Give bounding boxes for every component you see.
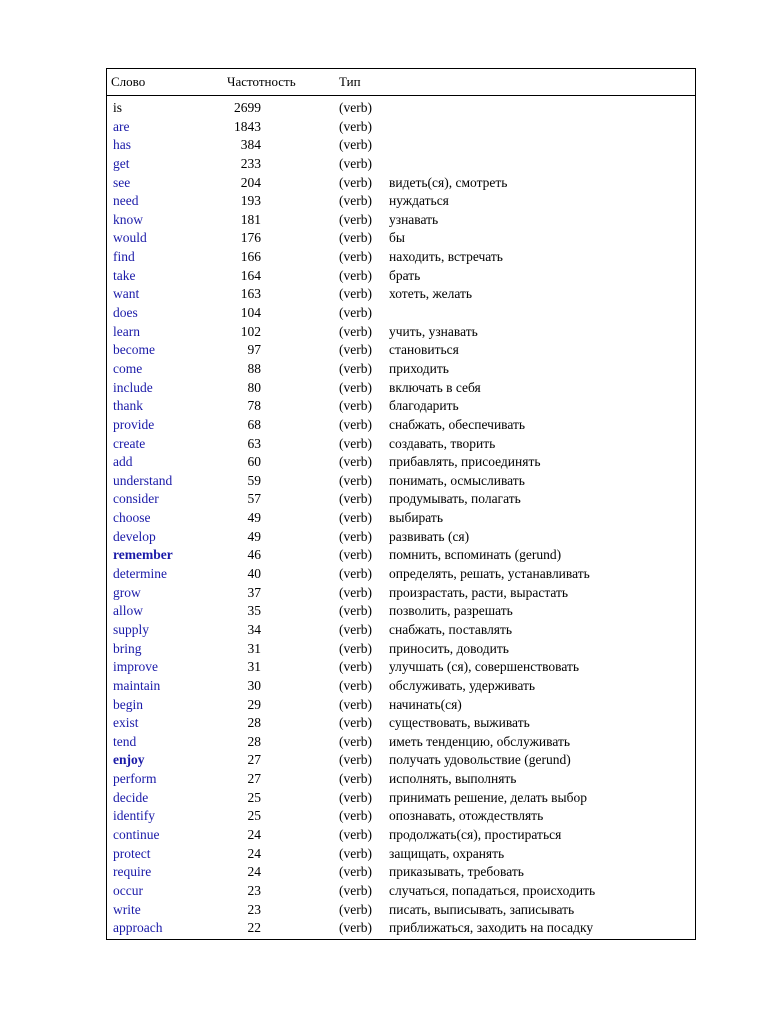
type-cell: (verb) xyxy=(339,211,372,227)
type-cell: (verb) xyxy=(339,398,372,414)
frequency-cell: 34 xyxy=(247,621,261,637)
frequency-cell: 164 xyxy=(240,267,261,283)
frequency-cell: 25 xyxy=(247,789,261,805)
type-cell: (verb) xyxy=(339,249,372,265)
table-row xyxy=(107,528,695,547)
type-cell: (verb) xyxy=(339,584,372,600)
table-row xyxy=(107,285,695,304)
word-cell: get xyxy=(113,155,130,171)
frequency-cell: 40 xyxy=(247,566,261,582)
type-cell: (verb) xyxy=(339,659,372,675)
word-cell: occur xyxy=(113,882,143,898)
table-row xyxy=(107,845,695,864)
word-cell: learn xyxy=(113,323,140,339)
word-cell: remember xyxy=(113,547,173,563)
word-cell: does xyxy=(113,305,138,321)
translation-cell: находить, встречать xyxy=(389,249,503,265)
table-row xyxy=(107,174,695,193)
word-cell: include xyxy=(113,379,153,395)
type-cell: (verb) xyxy=(339,267,372,283)
table-row xyxy=(107,882,695,901)
word-cell: provide xyxy=(113,416,155,432)
translation-cell: продумывать, полагать xyxy=(389,491,521,507)
frequency-cell: 166 xyxy=(240,249,261,265)
frequency-cell: 35 xyxy=(247,603,261,619)
table-row xyxy=(107,696,695,715)
translation-cell: брать xyxy=(389,267,421,283)
frequency-cell: 88 xyxy=(247,360,261,376)
table-row xyxy=(107,118,695,137)
type-cell: (verb) xyxy=(339,491,372,507)
word-cell: maintain xyxy=(113,677,161,693)
table-row xyxy=(107,826,695,845)
word-cell: allow xyxy=(113,603,143,619)
table-row xyxy=(107,341,695,360)
type-cell: (verb) xyxy=(339,920,372,936)
word-cell: require xyxy=(113,864,152,880)
type-cell: (verb) xyxy=(339,472,372,488)
word-cell: see xyxy=(113,174,131,190)
frequency-cell: 29 xyxy=(247,696,261,712)
table-row xyxy=(107,267,695,286)
table-row xyxy=(107,677,695,696)
frequency-cell: 31 xyxy=(247,659,261,675)
type-cell: (verb) xyxy=(339,193,372,209)
table-row xyxy=(107,397,695,416)
table-row xyxy=(107,863,695,882)
frequency-cell: 384 xyxy=(240,137,261,153)
translation-cell: существовать, выживать xyxy=(389,715,530,731)
translation-cell: выбирать xyxy=(389,510,443,526)
type-cell: (verb) xyxy=(339,752,372,768)
type-cell: (verb) xyxy=(339,360,372,376)
type-cell: (verb) xyxy=(339,808,372,824)
translation-cell: иметь тенденцию, обслуживать xyxy=(389,733,571,749)
frequency-cell: 233 xyxy=(240,155,261,171)
frequency-cell: 46 xyxy=(247,547,261,563)
frequency-cell: 60 xyxy=(247,454,261,470)
type-cell: (verb) xyxy=(339,323,372,339)
translation-cell: благодарить xyxy=(389,398,459,414)
translation-cell: становиться xyxy=(389,342,459,358)
table-row xyxy=(107,379,695,398)
word-cell: has xyxy=(113,137,131,153)
type-cell: (verb) xyxy=(339,435,372,451)
table-row xyxy=(107,192,695,211)
frequency-cell: 57 xyxy=(247,491,261,507)
frequency-cell: 28 xyxy=(247,733,261,749)
word-cell: tend xyxy=(113,733,137,749)
word-cell: determine xyxy=(113,566,167,582)
translation-cell: приходить xyxy=(389,360,449,376)
table-row xyxy=(107,751,695,770)
word-cell: know xyxy=(113,211,143,227)
type-cell: (verb) xyxy=(339,305,372,321)
type-cell: (verb) xyxy=(339,416,372,432)
frequency-cell: 1843 xyxy=(234,118,261,134)
type-cell: (verb) xyxy=(339,603,372,619)
type-cell: (verb) xyxy=(339,696,372,712)
frequency-cell: 102 xyxy=(240,323,261,339)
frequency-cell: 24 xyxy=(247,826,261,842)
word-cell: perform xyxy=(113,771,157,787)
table-row xyxy=(107,546,695,565)
translation-cell: произрастать, расти, вырастать xyxy=(389,584,569,600)
table-row xyxy=(107,584,695,603)
frequency-cell: 63 xyxy=(247,435,261,451)
frequency-cell: 27 xyxy=(247,771,261,787)
word-cell: take xyxy=(113,267,136,283)
frequency-cell: 23 xyxy=(247,882,261,898)
type-cell: (verb) xyxy=(339,826,372,842)
translation-cell: определять, решать, устанавливать xyxy=(389,566,590,582)
frequency-cell: 27 xyxy=(247,752,261,768)
frequency-cell: 68 xyxy=(247,416,261,432)
translation-cell: опознавать, отождествлять xyxy=(389,808,544,824)
word-cell: find xyxy=(113,249,135,265)
type-cell: (verb) xyxy=(339,715,372,731)
translation-cell: продолжать(ся), простираться xyxy=(389,826,562,842)
translation-cell: понимать, осмысливать xyxy=(389,472,525,488)
frequency-cell: 28 xyxy=(247,715,261,731)
table-row xyxy=(107,360,695,379)
table-body xyxy=(107,99,695,938)
frequency-cell: 25 xyxy=(247,808,261,824)
frequency-cell: 193 xyxy=(240,193,261,209)
frequency-cell: 30 xyxy=(247,677,261,693)
word-cell: want xyxy=(113,286,140,302)
word-cell: come xyxy=(113,360,143,376)
word-cell: continue xyxy=(113,826,160,842)
type-cell: (verb) xyxy=(339,379,372,395)
frequency-cell: 97 xyxy=(247,342,261,358)
type-cell: (verb) xyxy=(339,677,372,693)
type-cell: (verb) xyxy=(339,901,372,917)
type-cell: (verb) xyxy=(339,118,372,134)
word-cell: approach xyxy=(113,920,163,936)
table-row xyxy=(107,807,695,826)
table-row xyxy=(107,416,695,435)
translation-cell: начинать(ся) xyxy=(389,696,462,712)
table-row xyxy=(107,490,695,509)
translation-cell: учить, узнавать xyxy=(389,323,478,339)
frequency-cell: 78 xyxy=(247,398,261,414)
translation-cell: нуждаться xyxy=(389,193,449,209)
word-cell: create xyxy=(113,435,146,451)
frequency-cell: 24 xyxy=(247,864,261,880)
type-cell: (verb) xyxy=(339,789,372,805)
word-cell: enjoy xyxy=(113,752,145,768)
frequency-cell: 181 xyxy=(240,211,261,227)
translation-cell: получать удовольствие (gerund) xyxy=(389,752,571,768)
frequency-cell: 22 xyxy=(247,920,261,936)
table-row xyxy=(107,155,695,174)
word-cell: understand xyxy=(113,472,173,488)
table-header xyxy=(107,69,695,96)
translation-cell: исполнять, выполнять xyxy=(389,771,517,787)
translation-cell: обслуживать, удерживать xyxy=(389,677,536,693)
table-row xyxy=(107,248,695,267)
translation-cell: помнить, вспоминать (gerund) xyxy=(389,547,562,563)
type-cell: (verb) xyxy=(339,566,372,582)
type-cell: (verb) xyxy=(339,864,372,880)
translation-cell: хотеть, желать xyxy=(389,286,473,302)
table-row xyxy=(107,901,695,920)
translation-cell: приносить, доводить xyxy=(389,640,509,656)
type-cell: (verb) xyxy=(339,771,372,787)
translation-cell: принимать решение, делать выбор xyxy=(389,789,587,805)
word-cell: develop xyxy=(113,528,156,544)
type-cell: (verb) xyxy=(339,155,372,171)
type-cell: (verb) xyxy=(339,882,372,898)
word-cell: supply xyxy=(113,621,150,637)
word-cell: are xyxy=(113,118,130,134)
table-row xyxy=(107,658,695,677)
frequency-cell: 24 xyxy=(247,845,261,861)
frequency-cell: 23 xyxy=(247,901,261,917)
table-row xyxy=(107,472,695,491)
word-cell: consider xyxy=(113,491,159,507)
table-row xyxy=(107,789,695,808)
table-row xyxy=(107,509,695,528)
translation-cell: снабжать, обеспечивать xyxy=(389,416,526,432)
translation-cell: создавать, творить xyxy=(389,435,496,451)
header-frequency: Частотность xyxy=(227,74,296,89)
table-row xyxy=(107,453,695,472)
table-row xyxy=(107,770,695,789)
frequency-cell: 163 xyxy=(240,286,261,302)
table-row xyxy=(107,919,695,938)
table-row xyxy=(107,304,695,323)
type-cell: (verb) xyxy=(339,454,372,470)
table-row xyxy=(107,714,695,733)
word-cell: thank xyxy=(113,398,143,414)
frequency-cell: 49 xyxy=(247,510,261,526)
type-cell: (verb) xyxy=(339,100,372,115)
type-cell: (verb) xyxy=(339,640,372,656)
translation-cell: прибавлять, присоединять xyxy=(389,454,541,470)
word-cell: would xyxy=(113,230,147,246)
word-cell: identify xyxy=(113,808,155,824)
word-cell: become xyxy=(113,342,155,358)
table-row xyxy=(107,435,695,454)
table-row xyxy=(107,733,695,752)
frequency-cell: 2699 xyxy=(234,100,261,115)
type-cell: (verb) xyxy=(339,621,372,637)
type-cell: (verb) xyxy=(339,845,372,861)
header-word: Слово xyxy=(111,74,146,89)
translation-cell: позволить, разрешать xyxy=(389,603,513,619)
frequency-cell: 80 xyxy=(247,379,261,395)
word-cell: decide xyxy=(113,789,149,805)
word-cell: exist xyxy=(113,715,139,731)
type-cell: (verb) xyxy=(339,733,372,749)
translation-cell: бы xyxy=(389,230,405,246)
frequency-cell: 104 xyxy=(240,305,261,321)
translation-cell: развивать (ся) xyxy=(389,528,470,544)
table-row xyxy=(107,136,695,155)
type-cell: (verb) xyxy=(339,342,372,358)
type-cell: (verb) xyxy=(339,547,372,563)
word-cell: need xyxy=(113,193,139,209)
word-cell: choose xyxy=(113,510,151,526)
header-type: Тип xyxy=(339,74,361,89)
table-row xyxy=(107,99,695,118)
frequency-cell: 31 xyxy=(247,640,261,656)
word-cell: improve xyxy=(113,659,158,675)
translation-cell: приближаться, заходить на посадку xyxy=(389,920,594,936)
word-cell: add xyxy=(113,454,133,470)
table-row xyxy=(107,323,695,342)
word-cell: is xyxy=(113,100,123,115)
word-frequency-table xyxy=(106,68,696,940)
frequency-cell: 204 xyxy=(240,174,261,190)
word-cell: grow xyxy=(113,584,141,600)
word-cell: write xyxy=(113,901,141,917)
table-row xyxy=(107,565,695,584)
table-row xyxy=(107,640,695,659)
translation-cell: снабжать, поставлять xyxy=(389,621,513,637)
type-cell: (verb) xyxy=(339,174,372,190)
frequency-cell: 49 xyxy=(247,528,261,544)
translation-cell: случаться, попадаться, происходить xyxy=(389,882,596,898)
word-cell: bring xyxy=(113,640,142,656)
table-row xyxy=(107,229,695,248)
frequency-cell: 59 xyxy=(247,472,261,488)
word-cell: begin xyxy=(113,696,143,712)
translation-cell: улучшать (ся), совершенствовать xyxy=(389,659,580,675)
type-cell: (verb) xyxy=(339,286,372,302)
type-cell: (verb) xyxy=(339,528,372,544)
frequency-cell: 37 xyxy=(247,584,261,600)
translation-cell: узнавать xyxy=(389,211,439,227)
translation-cell: включать в себя xyxy=(389,379,481,395)
table-row xyxy=(107,211,695,230)
translation-cell: видеть(ся), смотреть xyxy=(389,174,508,190)
translation-cell: защищать, охранять xyxy=(389,845,505,861)
type-cell: (verb) xyxy=(339,137,372,153)
type-cell: (verb) xyxy=(339,230,372,246)
table-row xyxy=(107,621,695,640)
translation-cell: писать, выписывать, записывать xyxy=(389,901,575,917)
type-cell: (verb) xyxy=(339,510,372,526)
word-cell: protect xyxy=(113,845,151,861)
table-row xyxy=(107,602,695,621)
translation-cell: приказывать, требовать xyxy=(389,864,524,880)
frequency-cell: 176 xyxy=(240,230,261,246)
